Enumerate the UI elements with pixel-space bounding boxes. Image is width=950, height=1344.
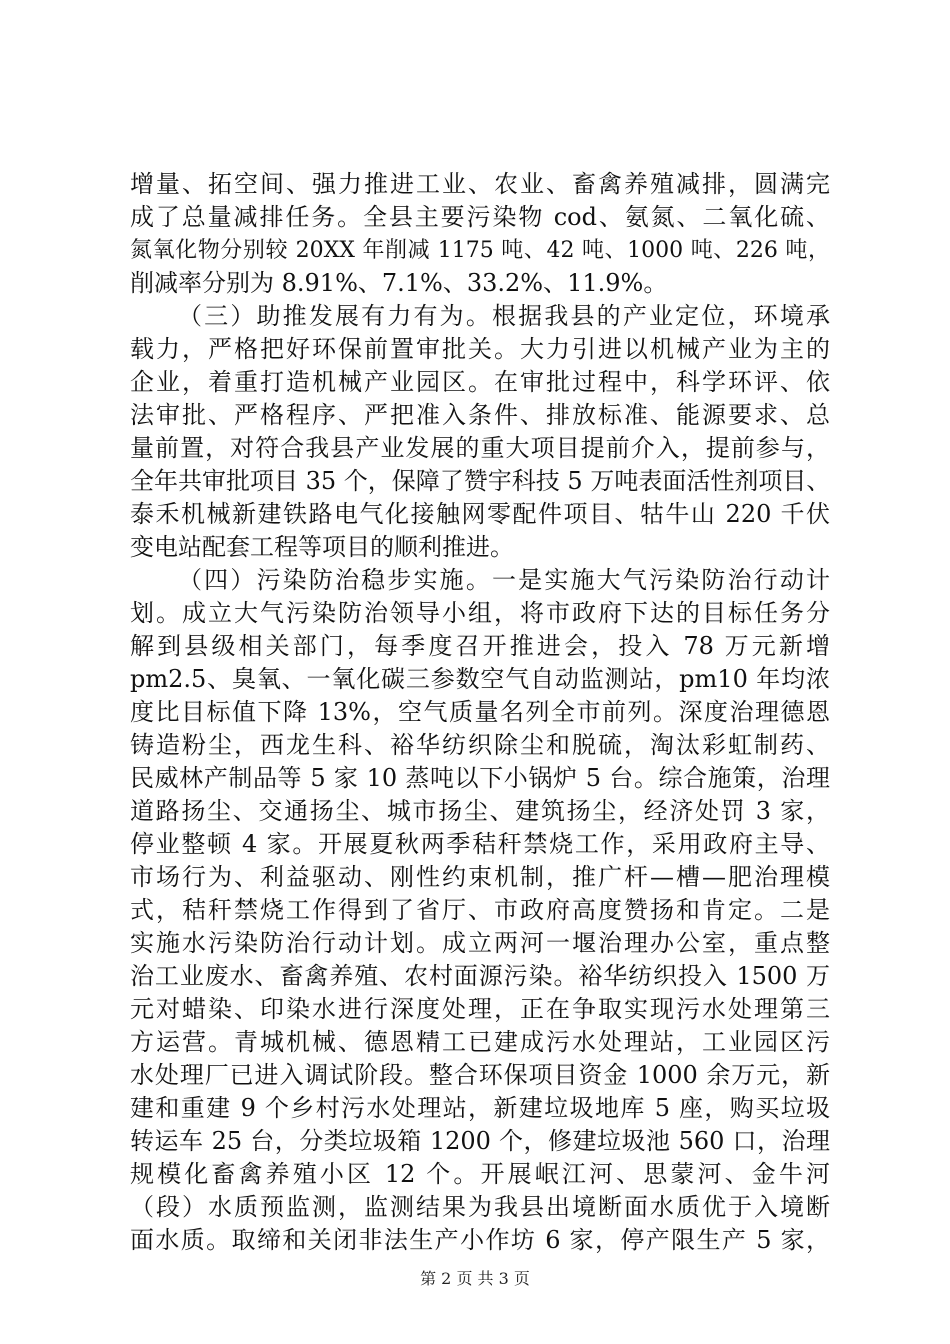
text-line: 解到县级相关部门，每季度召开推进会，投入 78 万元新增 xyxy=(130,632,830,660)
text-line: 度比目标值下降 13%，空气质量名列全市前列。深度治理德恩 xyxy=(130,698,830,726)
text-line: 实施水污染防治行动计划。成立两河一堰治理办公室，重点整 xyxy=(130,929,830,957)
text-line: 转运车 25 台，分类垃圾箱 1200 个，修建垃圾池 560 口，治理 xyxy=(130,1127,830,1155)
text-line: 成了总量减排任务。全县主要污染物 cod、氨氮、二氧化硫、 xyxy=(130,203,830,231)
text-line: 式，秸秆禁烧工作得到了省厅、市政府高度赞扬和肯定。二是 xyxy=(130,896,830,924)
document-body xyxy=(130,168,830,1257)
text-line: 铸造粉尘，西龙生科、裕华纺织除尘和脱硫，淘汰彩虹制药、 xyxy=(130,731,830,759)
text-line: 治工业废水、畜禽养殖、农村面源污染。裕华纺织投入 1500 万 xyxy=(130,962,830,990)
paragraph-start-line: （四）污染防治稳步实施。一是实施大气污染防治行动计 xyxy=(178,566,830,594)
text-line: 市场行为、利益驱动、刚性约束机制，推广杆—槽—肥治理模 xyxy=(130,863,830,891)
text-line: 民威林产制品等 5 家 10 蒸吨以下小锅炉 5 台。综合施策，治理 xyxy=(130,764,830,792)
text-line: 企业，着重打造机械产业园区。在审批过程中，科学环评、依 xyxy=(130,368,830,396)
text-line: 面水质。取缔和关闭非法生产小作坊 6 家，停产限生产 5 家， xyxy=(130,1226,830,1254)
text-line: 削减率分别为 8.91%、7.1%、33.2%、11.9%。 xyxy=(130,269,668,297)
text-line: 泰禾机械新建铁路电气化接触网零配件项目、牯牛山 220 千伏 xyxy=(130,500,830,528)
text-line: pm2.5、臭氧、一氧化碳三参数空气自动监测站，pm10 年均浓 xyxy=(130,665,830,693)
text-line: 水处理厂已进入调试阶段。整合环保项目资金 1000 余万元，新 xyxy=(130,1061,830,1089)
text-line: 划。成立大气污染防治领导小组，将市政府下达的目标任务分 xyxy=(130,599,830,627)
text-line: 变电站配套工程等项目的顺利推进。 xyxy=(130,533,514,561)
text-line: 氮氧化物分别较 20XX 年削减 1175 吨、42 吨、1000 吨、226 吨， xyxy=(130,238,830,263)
text-line: 增量、拓空间、强力推进工业、农业、畜禽养殖减排，圆满完 xyxy=(130,170,830,198)
text-line: （段）水质预监测，监测结果为我县出境断面水质优于入境断 xyxy=(130,1193,830,1221)
text-line: 量前置，对符合我县产业发展的重大项目提前介入，提前参与， xyxy=(130,434,830,462)
text-line: 载力，严格把好环保前置审批关。大力引进以机械产业为主的 xyxy=(130,335,830,363)
text-line: 道路扬尘、交通扬尘、城市扬尘、建筑扬尘，经济处罚 3 家， xyxy=(130,797,830,825)
page-footer: 第 2 页 共 3 页 xyxy=(420,1269,530,1288)
paragraph-start-line: （三）助推发展有力有为。根据我县的产业定位，环境承 xyxy=(178,302,830,330)
text-line: 规模化畜禽养殖小区 12 个。开展岷江河、思蒙河、金牛河 xyxy=(130,1160,830,1188)
text-line: 法审批、严格程序、严把准入条件、排放标准、能源要求、总 xyxy=(130,401,830,429)
text-line: 全年共审批项目 35 个，保障了赞宇科技 5 万吨表面活性剂项目、 xyxy=(130,467,831,495)
text-line: 停业整顿 4 家。开展夏秋两季秸秆禁烧工作，采用政府主导、 xyxy=(130,830,830,858)
text-line: 方运营。青城机械、德恩精工已建成污水处理站，工业园区污 xyxy=(130,1028,830,1056)
text-line: 建和重建 9 个乡村污水处理站，新建垃圾地库 5 座，购买垃圾 xyxy=(130,1094,830,1122)
text-line: 元对蜡染、印染水进行深度处理，正在争取实现污水处理第三 xyxy=(130,995,830,1023)
